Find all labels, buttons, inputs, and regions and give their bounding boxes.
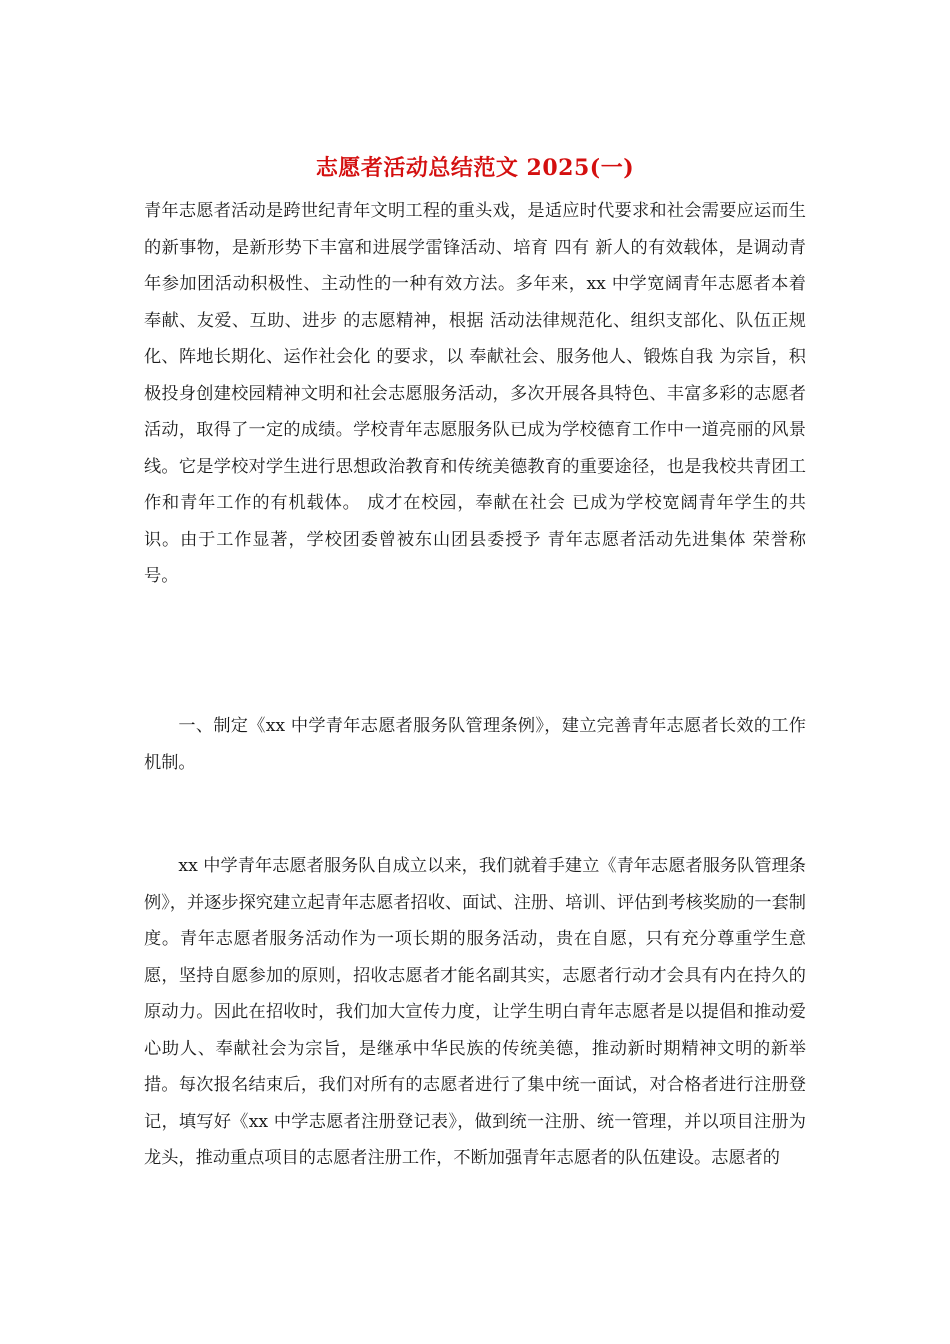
document-title: 志愿者活动总结范文 2025(一) — [315, 155, 635, 181]
section-one-body-paragraph: xx 中学青年志愿者服务队自成立以来，我们就着手建立《青年志愿者服务队管理条例》，并逐步探究建立起青年志愿者招收、面试、注册、培训、评估到考核奖励的一套制度。青年志愿者服务活动作为一项长期的服务活动，贵在自愿，只有充分尊重学生意愿，坚持自愿参加的原则，招收志愿者才能名副其实，志愿者行动才会具有内在持久的原动力。因此在招收时，我们加大宣传力度，让学生明白青年志愿者是以提倡和推动爱心助人、奉献社会为宗旨，是继承中华民族的传统美德，推动新时期精神文明的新举措。每次报名结束后，我们对所有的志愿者进行了集中统一面试，对合格者进行注册登记，填写好《xx 中学志愿者注册登记表》，做到统一注册、统一管理，并以项目注册为龙头，推动重点项目的志愿者注册工作，不断加强青年志愿者的队伍建设。志愿者的 — [144, 856, 806, 1168]
section-one-heading-paragraph: 一、制定《xx 中学青年志愿者服务队管理条例》，建立完善青年志愿者长效的工作机制。 — [144, 716, 806, 773]
intro-paragraph: 青年志愿者活动是跨世纪青年文明工程的重头戏，是适应时代要求和社会需要应运而生的新事物，是新形势下丰富和进展学雷锋活动、培育 四有 新人的有效载体，是调动青年参加团活动积极性、主动性的一种有效方法。多年来，xx 中学宽阔青年志愿者本着 奉献、友爱、互助、进步 的志愿精神，根据 活动法律规范化、组织支部化、队伍正规化、阵地长期化、运作社会化 的要求，以 奉献社会、服务他人、锻炼自我 为宗旨，积极投身创建校园精神文明和社会志愿服务活动，多次开展各具特色、丰富多彩的志愿者活动，取得了一定的成绩。学校青年志愿服务队已成为学校德育工作中一道亮丽的风景线。它是学校对学生进行思想政治教育和传统美德教育的重要途径，也是我校共青团工作和青年工作的有机载体。 成才在校园，奉献在社会 已成为学校宽阔青年学生的共识。由于工作显著，学校团委曾被东山团县委授予 青年志愿者活动先进集体 荣誉称号。 — [144, 201, 806, 586]
